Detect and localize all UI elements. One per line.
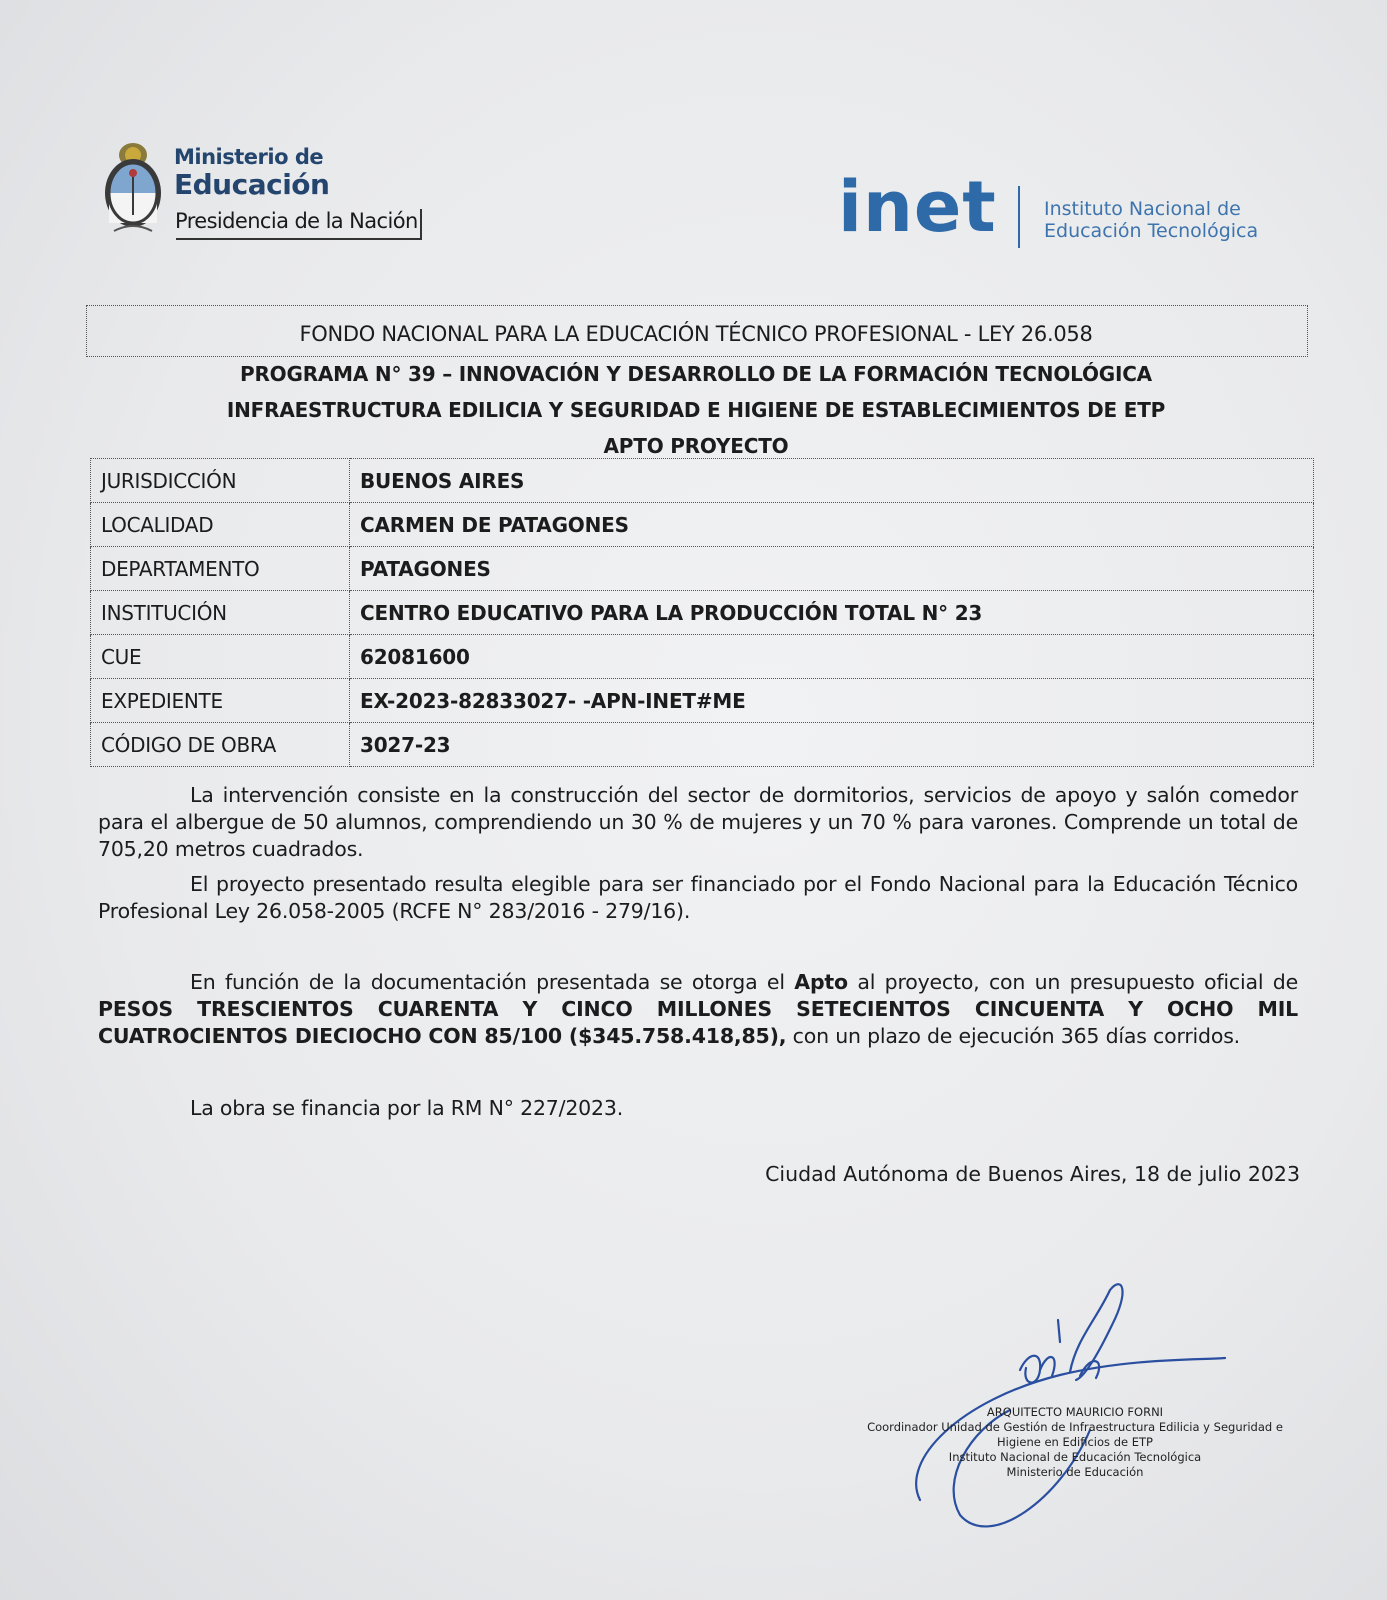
row-value: EX-2023-82833027- -APN-INET#ME: [350, 679, 1314, 723]
programa-title: PROGRAMA N° 39 – INNOVACIÓN Y DESARROLLO DE LA FORMACIÓN TECNOLÓGICA: [240, 362, 1152, 386]
ministry-line3: Presidencia de la Nación: [175, 209, 418, 233]
table-row: [91, 679, 1314, 723]
row-key: CÓDIGO DE OBRA: [91, 723, 350, 767]
signer-institute: Instituto Nacional de Educación Tecnológica: [948, 1450, 1202, 1464]
paragraph-intervencion: [98, 782, 1298, 863]
ministry-line1: Ministerio de: [174, 145, 324, 169]
ministry-line2: Educación: [174, 168, 330, 201]
project-info-table: [90, 458, 1314, 767]
inet-subtitle-2: Educación Tecnológica: [1044, 220, 1259, 242]
fondo-title: FONDO NACIONAL PARA LA EDUCACIÓN TÉCNICO PROFESIONAL - LEY 26.058: [299, 322, 1093, 346]
table-row: [91, 459, 1314, 503]
paragraph-elegible-text: El proyecto presentado resulta elegible para ser financiado por el Fondo Nacional para la Educación Técnico Profesional Ley 26.058-2005 (RCFE N° 283/2016 - 279/16).: [98, 872, 1298, 923]
signer-ministry: Ministerio de Educación: [1006, 1465, 1144, 1479]
table-row: [91, 591, 1314, 635]
paragraph-intervencion-text: La intervención consiste en la construcción del sector de dormitorios, servicios de apoyo y salón comedor para el albergue de 50 alumnos, comprendiendo un 30 % de mujeres y un 70 % para varones. Comprende un total de 705,20 metros cuadrados.: [98, 783, 1298, 861]
inet-logo: [838, 166, 1278, 262]
row-value: CARMEN DE PATAGONES: [350, 503, 1314, 547]
row-value: BUENOS AIRES: [350, 459, 1314, 503]
row-key: DEPARTAMENTO: [91, 547, 350, 591]
coat-of-arms-icon: [100, 135, 166, 239]
row-key: INSTITUCIÓN: [91, 591, 350, 635]
table-row: [91, 547, 1314, 591]
row-value: CENTRO EDUCATIVO PARA LA PRODUCCIÓN TOTAL N° 23: [350, 591, 1314, 635]
ministry-rule: [176, 238, 422, 240]
row-value: 3027-23: [350, 723, 1314, 767]
row-key: CUE: [91, 635, 350, 679]
date-line: Ciudad Autónoma de Buenos Aires, 18 de julio 2023: [765, 1162, 1300, 1186]
paragraph-apto: [98, 969, 1298, 1050]
table-row: [91, 503, 1314, 547]
apto-title: APTO PROYECTO: [603, 434, 789, 458]
paragraph-financiamiento-text: La obra se financia por la RM N° 227/2023.: [190, 1096, 624, 1120]
ministry-logo: [100, 135, 440, 245]
inet-separator: [1018, 186, 1020, 248]
row-key: JURISDICCIÓN: [91, 459, 350, 503]
ministry-rule-vertical: [420, 209, 422, 240]
signer-role: Coordinador Unidad de Gestión de Infraestructura Edilicia y Seguridad e: [867, 1420, 1283, 1434]
apto-text-a: En función de la documentación presentada se otorga el: [190, 970, 795, 994]
row-value: PATAGONES: [350, 547, 1314, 591]
row-key: LOCALIDAD: [91, 503, 350, 547]
apto-text-e: con un plazo de ejecución 365 días corridos.: [786, 1024, 1241, 1048]
paragraph-elegible: [98, 871, 1298, 925]
paragraph-financiamiento: [98, 1095, 1298, 1122]
table-row: [91, 723, 1314, 767]
signer-name: ARQUITECTO MAURICIO FORNI: [986, 1405, 1164, 1419]
row-key: EXPEDIENTE: [91, 679, 350, 723]
budget-amount: PESOS TRESCIENTOS CUARENTA Y CINCO MILLONES SETECIENTOS CINCUENTA Y OCHO MIL CUATROCIENTOS DIECIOCHO CON 85/100 ($345.758.418,85),: [98, 997, 1298, 1048]
table-row: [91, 635, 1314, 679]
signature-block: [840, 1405, 1310, 1480]
apto-text-c: al proyecto, con un presupuesto oficial de: [847, 970, 1298, 994]
row-value: 62081600: [350, 635, 1314, 679]
inet-subtitle-1: Instituto Nacional de: [1044, 198, 1241, 220]
inet-wordmark: inet: [838, 166, 997, 248]
signer-unit: Higiene en Edificios de ETP: [997, 1435, 1153, 1449]
apto-text-bold: Apto: [794, 970, 848, 994]
infraestructura-title: INFRAESTRUCTURA EDILICIA Y SEGURIDAD E HIGIENE DE ESTABLECIMIENTOS DE ETP: [226, 398, 1166, 422]
